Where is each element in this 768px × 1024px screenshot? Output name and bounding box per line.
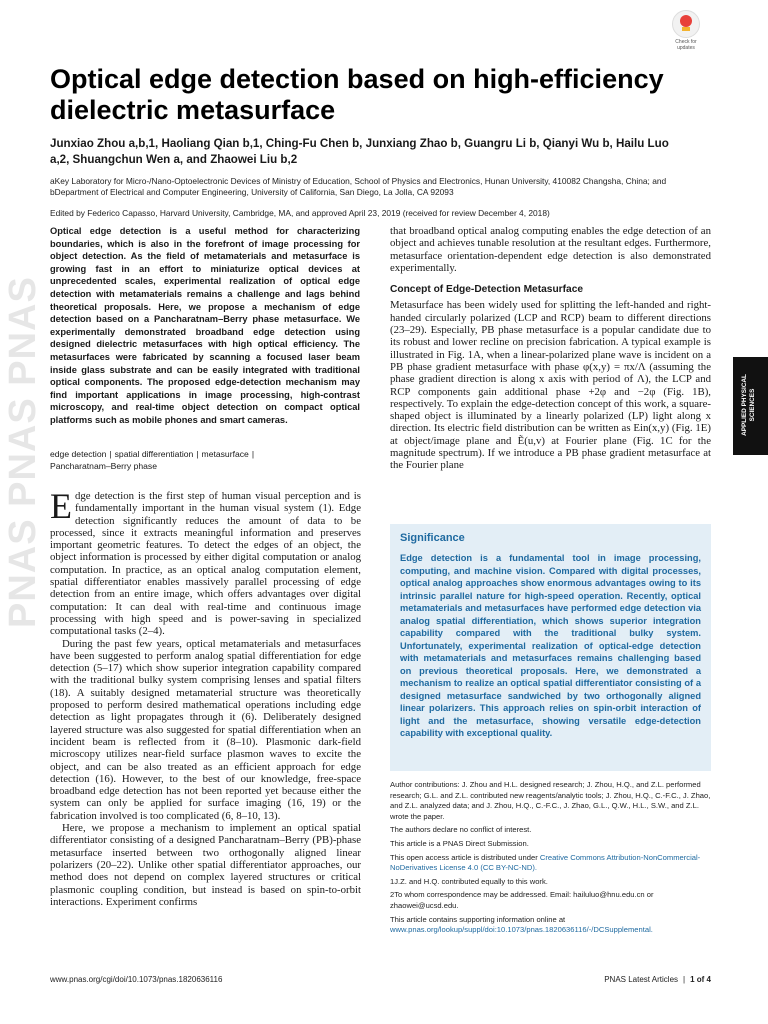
significance-title: Significance xyxy=(400,532,465,544)
category-label: APPLIED PHYSICAL SCIENCES xyxy=(741,374,756,436)
significance-box xyxy=(390,524,711,771)
intro-paragraph-1: Edge detection is the first step of human visual perception and is fundamentally important in the human visual system (1). Edge detection significantly reduces the amount of data to be processed, since it extracts meaningful information and preserves important geometric features. To detect the edges of an object, the object information is processed by either digital computation or analog computation. In practice, as an optical analog computation element, spatial differentiator enables massively parallel processing of edge detection from an entire image, which offers advantages over digital computation: It can deal with real-time and continuous image processing with high speed and is power-saving in specialized computational tasks (2–4). xyxy=(50,486,361,638)
affiliations: aKey Laboratory for Micro-/Nano-Optoelectronic Devices of Ministry of Education, School of Physics and Electronics, Hunan University, 410082 Changsha, China; and bDepartment of Electrical and Computer Engineering, University of California, San Diego, La Jolla, CA 92093 xyxy=(50,176,667,197)
keyword-separator: | xyxy=(109,449,112,459)
equal-contribution-note: 1J.Z. and H.Q. contributed equally to this work. xyxy=(390,876,548,886)
right-paragraph-1: that broadband optical analog computing enables the edge detection of an object and achieves tunable resolution at the resultant edges. Furthermore, metasurface orientation-dependent edge detection is also demonstrated experimentally. xyxy=(390,225,711,274)
keyword: metasurface xyxy=(201,449,249,459)
check-for-updates-icon xyxy=(672,10,700,38)
right-column-text xyxy=(390,225,711,472)
supporting-info-note: This article contains supporting information online at www.pnas.org/lookup/suppl/doi:10.1073/pnas.1820636116/-/DCSupplemental. xyxy=(390,914,653,935)
keyword-separator: | xyxy=(251,449,255,459)
intro-text xyxy=(50,486,361,908)
keyword: Pancharatnam–Berry phase xyxy=(50,461,158,471)
author-list: Junxiao Zhou a,b,1, Haoliang Qian b,1, Ching-Fu Chen b, Junxiang Zhao b, Guangru Li b, Qianyi Wu b, Hailu Luo a,2, Shuangchun Wen a, and Zhaowei Liu b,2 xyxy=(50,137,669,166)
pnas-watermark: PNAS PNAS PNAS xyxy=(2,276,44,628)
latest-articles-label: PNAS Latest Articles xyxy=(604,975,679,984)
keyword: edge detection xyxy=(50,449,107,459)
keyword-separator: | xyxy=(196,449,199,459)
keywords xyxy=(50,448,360,472)
intro-paragraph-2: During the past few years, optical metamaterials and metasurfaces have been suggested to perform analog spatial differentiation for edge detection (5–17) which show superior integration capability compared with the traditional bulky system comprising lenses and spatial filters (18). A suitably designed metamaterial structure was theoretically proposed to perform desired mathematical operations including edge detection as light propagates through it (6). Deliberately designed layered structure was also suggested for spatial differentiation when an incident beam is reflected from it (8–10). Plasmonic dark-field microscopy utilizes near-field surface plasmon waves to excite the object, and can be also treated as an efficient approach for edge detection (16). However, to the best of our knowledge, free-space broadband edge detection has not been reported yet because either the system can only be applied for surface imaging (16, 19) or the fabrication involved is too complicated (6, 8–10, 13). xyxy=(50,637,361,822)
article-notes xyxy=(390,780,711,939)
submission-note: This article is a PNAS Direct Submission. xyxy=(390,838,529,848)
badge-label: Check for updates xyxy=(675,39,697,51)
paper-title: Optical edge detection based on high-efficiency dielectric metasurface xyxy=(50,64,664,125)
category-tab xyxy=(733,357,768,455)
abstract: Optical edge detection is a useful method for characterizing boundaries, which is also in the forefront of image processing for object detection. As the field of metamaterials and metasurface is growing fast in an effort to miniaturize optical devices at unprecedented scales, experimental realization of optical edge detection with metamaterials remains a challenge and lags behind theoretical proposals. Here, we propose a mechanism of edge detection based on a Pancharatnam–Berry phase metasurface. We experimentally demonstrated broadband edge detection using designed dielectric metasurfaces with high optical efficiency. The metasurfaces were fabricated by scanning a focused laser beam inside glass substrate and can be easily integrated with traditional optical components. The proposed edge-detection mechanism may find important applications in image processing, high-contrast microscopy, and real-time object detection on compact optical platforms such as mobile phones and smart cameras. xyxy=(50,226,360,425)
license-link[interactable]: Creative Commons Attribution-NonCommercial-NoDerivatives License 4.0 (CC BY-NC-ND). xyxy=(390,852,701,873)
check-for-updates-badge[interactable] xyxy=(666,10,706,56)
intro-paragraph-3: Here, we propose a mechanism to implement an optical spatial differentiator consisting of a designed Pancharatnam–Berry (PB)-phase metasurface inserted between two orthogonally aligned linear polarizers (20–22). Unlike other spatial differentiator approaches, our method does not depend on complex layered structures or critical plasmonic coupling condition, but instead is based on spin-to-orbit interactions. Experiment confirms xyxy=(50,822,361,908)
page-footer xyxy=(590,975,711,984)
significance-text: Edge detection is a fundamental tool in image processing, computing, and machine vision. Compared with digital processes, optical analog approaches show enormous advantages owing to its intrinsic parallel nature for high-speed operation. Recently, optical metamaterials and metasurfaces have performed edge detection via analog spatial differentiation, which shows superior integration capability compared with the traditional bulky system. Unfortunately, experimental realization of optical-edge detection with metamaterials and metasurfaces remains challenging based on previous theoretical proposals. Here, we demonstrated a mechanism to realize an optical spatial differentiator consisting of a designed metasurface sandwiched by two orthogonally aligned linear polarizers. This approach relies on spin-orbit interaction of light and the metasurface, showing versatile edge-detection capability with exceptional quality. xyxy=(400,553,701,738)
doi-footer: www.pnas.org/cgi/doi/10.1073/pnas.1820636116 xyxy=(50,975,223,984)
supporting-info-link[interactable]: www.pnas.org/lookup/suppl/doi:10.1073/pnas.1820636116/-/DCSupplemental. xyxy=(390,925,653,935)
section-heading: Concept of Edge-Detection Metasurface xyxy=(390,284,584,296)
open-access-note: This open access article is distributed under Creative Commons Attribution-NonCommercial-NoDerivatives License 4.0 (CC BY-NC-ND). xyxy=(390,852,701,873)
right-paragraph-2: Metasurface has been widely used for splitting the left-handed and right-handed circularly polarized (LCP and RCP) beam to different directions (23–29). Especially, PB phase metasurface is a popular candidate due to its robust and lower recline on precision fabrication. A typical example is illustrated in Fig. 1A, when a linear-polarized plane wave is incident on a PB phase gradient metasurface with phase φ(x,y) = πx/Λ (assuming the phase gradient direction is along x axis with period of Λ), the LCP and RCP components gain additional phase +2φ and −2φ (Fig. 1B), respectively. To explain the edge-detection concept of this work, a square-shaped object is illuminated by a linearly polarized (LP) light along x direction. Its electric field distribution can be written as Ein(x,y) (Fig. 1E) at object/image plane and Ẽ(u,v) at Fourier plane (Fig. 1C for the magnitude spectrum). If we introduce a PB phase gradient metasurface at the Fourier plane xyxy=(390,299,711,472)
footer-separator: | xyxy=(683,975,686,984)
correspondence-note: 2To whom correspondence may be addressed. Email: hailuluo@hnu.edu.cn or zhaowei@ucsd.edu. xyxy=(390,890,654,910)
page-number: 1 of 4 xyxy=(690,975,711,984)
author-contributions: Author contributions: J. Zhou and H.L. designed research; J. Zhou, H.Q., and Z.L. performed research; G.L. and Z.L. contributed new reagents/analytic tools; J. Zhou, H.Q., C.-F.C., J. Zhao, and Z.L. analyzed data; and J. Zhou, H.Q., C.-F.C., J. Zhao, G.L., Q.W., H.L., S.W., and Z.L. wrote the paper. xyxy=(390,780,711,821)
drop-cap: E xyxy=(50,486,72,526)
editor-note: Edited by Federico Capasso, Harvard University, Cambridge, MA, and approved April 23, 2019 (received for review December 4, 2018) xyxy=(50,208,550,218)
keyword: spatial differentiation xyxy=(114,449,194,459)
conflict-statement: The authors declare no conflict of interest. xyxy=(390,825,532,835)
